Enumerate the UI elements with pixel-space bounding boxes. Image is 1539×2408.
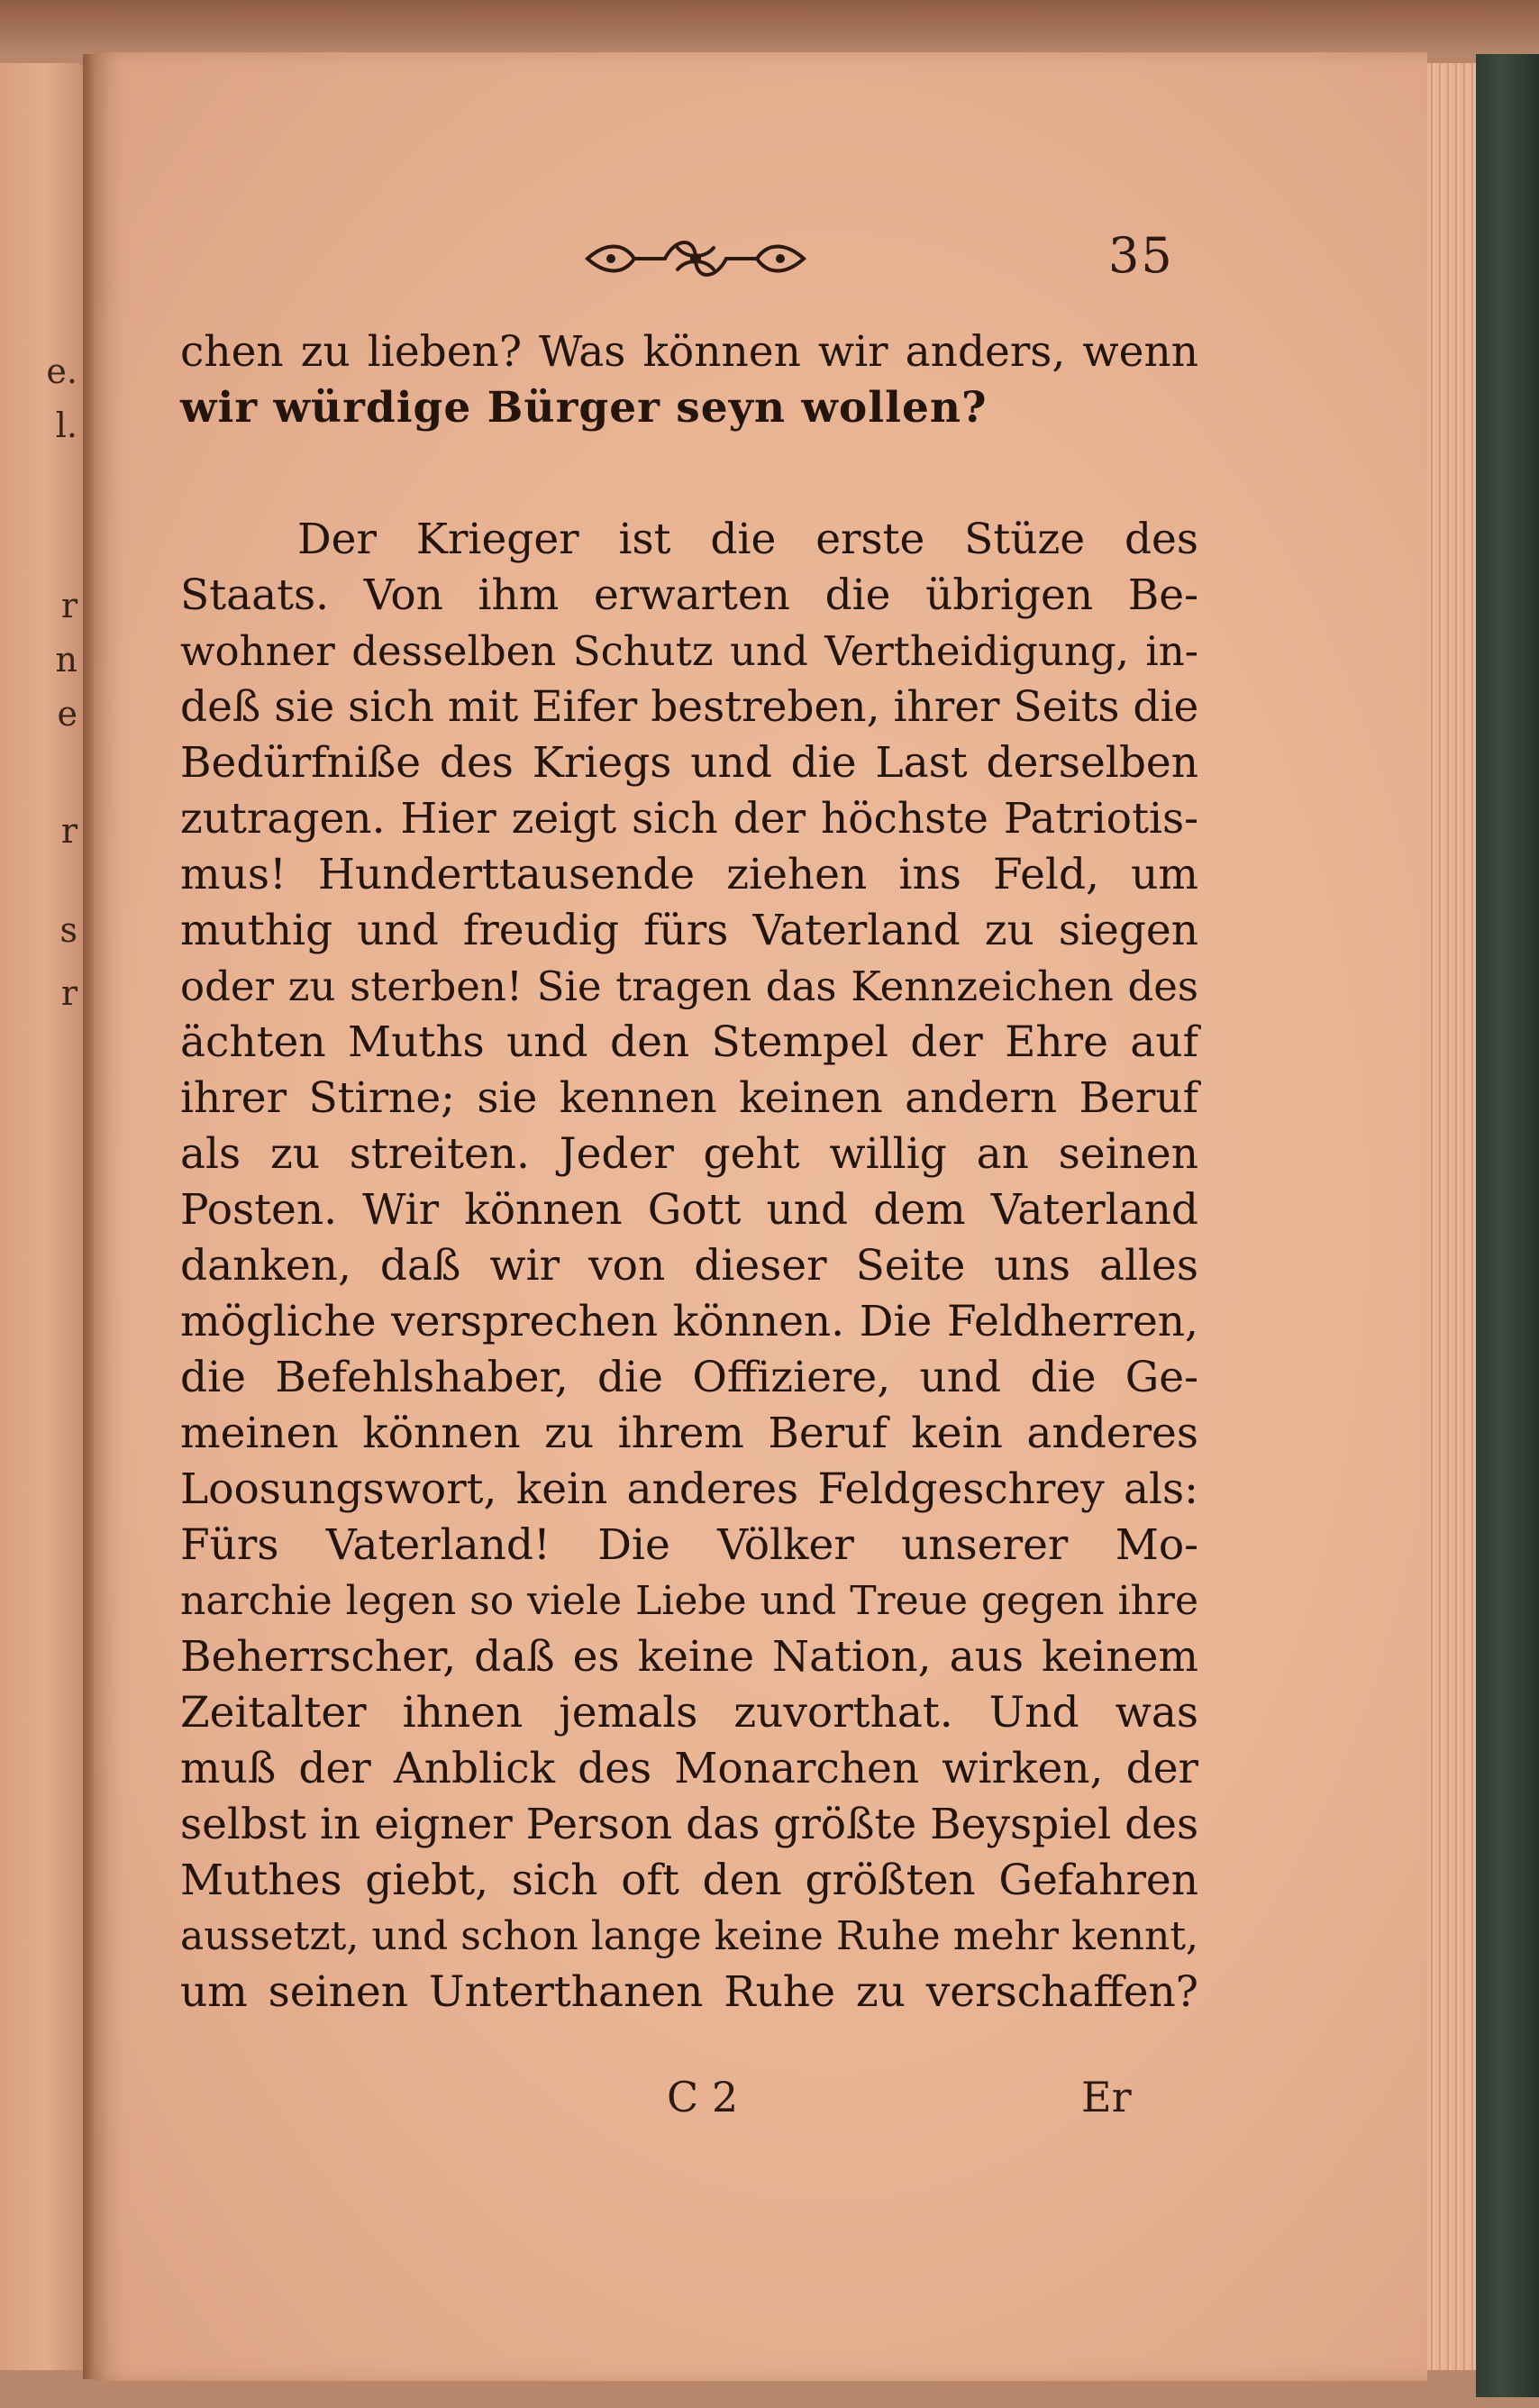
text-line: ihrer Stirne; sie kennen keinen andern Beruf xyxy=(180,1073,1198,1123)
previous-page-strip xyxy=(0,63,83,2370)
text-line: ächten Muths und den Stempel der Ehre auf xyxy=(180,1017,1198,1067)
text-line: deß sie sich mit Eifer bestreben, ihrer Seits die xyxy=(180,682,1199,732)
text-line: meinen können zu ihrem Beruf kein anderes xyxy=(180,1409,1198,1458)
text-line: mus! Hunderttausende ziehen ins Feld, um xyxy=(180,850,1198,899)
text-line: Muthes giebt, sich oft den größten Gefahren xyxy=(180,1856,1198,1905)
paragraph-gap xyxy=(180,436,1198,512)
text-line: muß der Anblick des Monarchen wirken, der xyxy=(180,1744,1198,1793)
text-line: Bedürfniße des Kriegs und die Last derselben xyxy=(180,738,1198,788)
margin-fragment: r xyxy=(60,811,77,851)
signature-mark: C 2 xyxy=(667,2073,739,2121)
text-line: wir würdige Bürger seyn wollen? xyxy=(180,383,988,433)
page-edges xyxy=(1427,63,1476,2370)
text-line: wohner desselben Schutz und Vertheidigung, in- xyxy=(180,627,1198,675)
margin-fragment: e. xyxy=(46,351,77,391)
text-line: Beherrscher, daß es keine Nation, aus keinem xyxy=(180,1632,1198,1682)
margin-fragment: r xyxy=(60,973,77,1013)
text-line: danken, daß wir von dieser Seite uns alles xyxy=(180,1241,1198,1291)
decorative-headpiece-icon xyxy=(578,230,813,287)
scan-background-top xyxy=(0,0,1539,56)
margin-fragment: r xyxy=(60,586,77,625)
margin-fragment: n xyxy=(55,640,77,680)
page-number: 35 xyxy=(1108,227,1174,284)
text-line: aussetzt, und schon lange keine Ruhe mehr kennt, xyxy=(180,1913,1198,1959)
text-line: muthig und freudig fürs Vaterland zu siegen xyxy=(180,906,1198,955)
text-line: Staats. Von ihm erwarten die übrigen Be- xyxy=(180,570,1198,620)
margin-fragment: l. xyxy=(55,406,77,445)
margin-fragment: e xyxy=(57,694,77,734)
text-line: um seinen Unterthanen Ruhe zu verschaffen? xyxy=(180,1967,1198,2017)
catchword: Er xyxy=(1081,2073,1132,2121)
text-line: als zu streiten. Jeder geht willig an seinen xyxy=(180,1129,1198,1179)
text-line: zutragen. Hier zeigt sich der höchste Patriotis- xyxy=(180,794,1198,844)
text-line: Der Krieger ist die erste Stüze des xyxy=(297,515,1198,564)
text-line: oder zu sterben! Sie tragen das Kennzeichen des xyxy=(180,962,1198,1010)
text-line: chen zu lieben? Was können wir anders, wenn xyxy=(180,327,1198,377)
text-line: Fürs Vaterland! Die Völker unserer Mo- xyxy=(180,1520,1198,1570)
text-line: Loosungswort, kein anderes Feldgeschrey als: xyxy=(180,1464,1198,1514)
text-line: selbst in eigner Person das größte Beyspiel des xyxy=(180,1800,1199,1849)
margin-fragment: s xyxy=(59,910,77,950)
text-line: die Befehlshaber, die Offiziere, und die Ge- xyxy=(180,1353,1198,1402)
previous-page-margin-text xyxy=(0,63,83,2370)
book-cover-edge xyxy=(1476,54,1539,2397)
text-line: mögliche versprechen können. Die Feldherren, xyxy=(180,1297,1198,1346)
text-line: Zeitalter ihnen jemals zuvorthat. Und was xyxy=(180,1688,1198,1738)
body-text xyxy=(180,324,1198,2020)
text-line: Posten. Wir können Gott und dem Vaterland xyxy=(180,1185,1198,1235)
text-line: narchie legen so viele Liebe und Treue gegen ihre xyxy=(180,1578,1198,1624)
